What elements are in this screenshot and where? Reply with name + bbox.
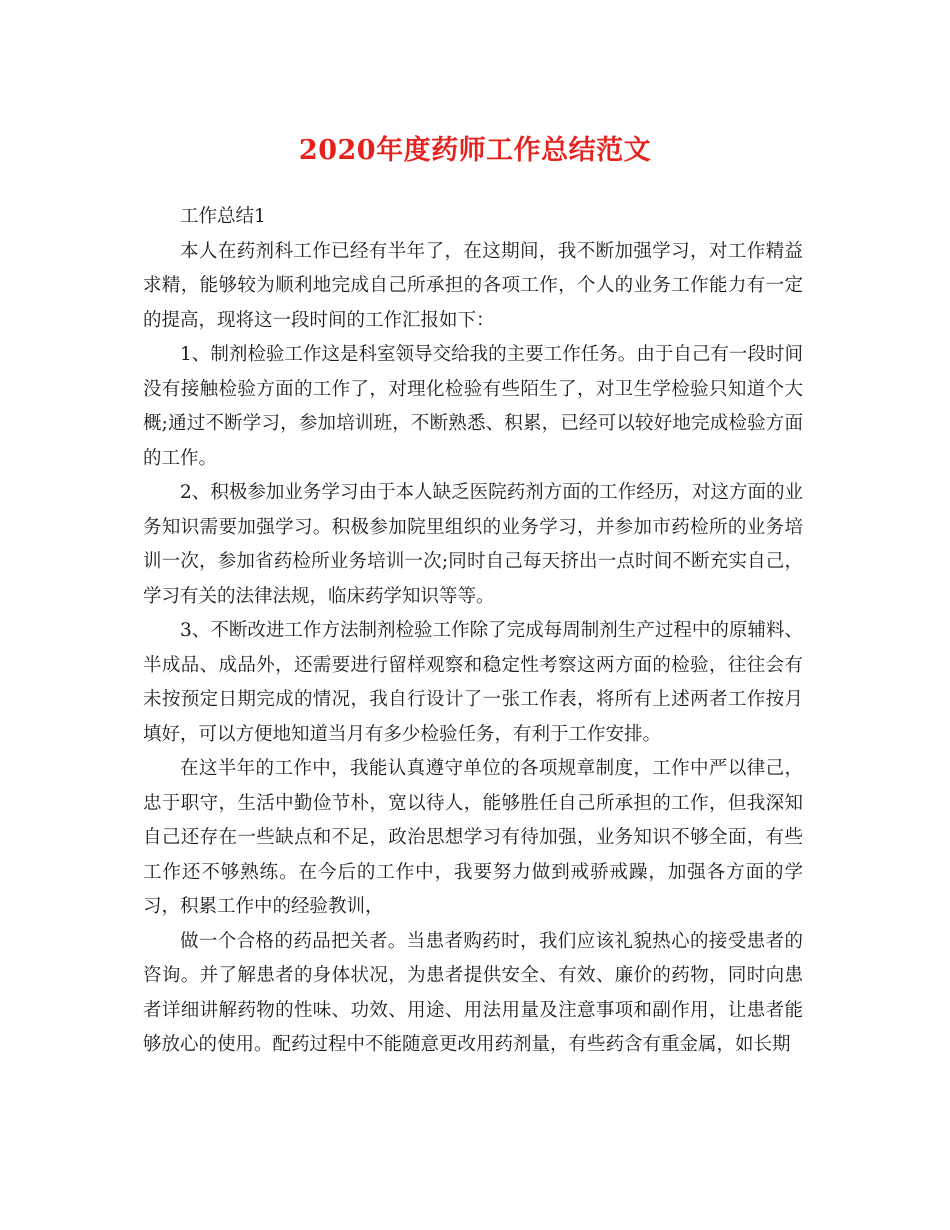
- paragraph-self-assessment: 在这半年的工作中，我能认真遵守单位的各项规章制度，工作中严以律己，忠于职守，生活中勤俭节朴，宽以待人，能够胜任自己所承担的工作，但我深知自己还存在一些缺点和不足，政治思想学习有待加强，业务知识不够全面，有些工作还不够熟练。在今后的工作中，我要努力做到戒骄戒躁，加强各方面的学习，积累工作中的经验教训，: [143, 758, 803, 917]
- document-title: 2020年度药师工作总结范文: [298, 135, 652, 166]
- paragraph-item-1: 1、制剂检验工作这是科室领导交给我的主要工作任务。由于自己有一段时间没有接触检验方面的工作了，对理化检验有些陌生了，对卫生学检验只知道个大概;通过不断学习，参加培训班，不断熟悉、积累，已经可以较好地完成检验方面的工作。: [143, 344, 803, 469]
- document-body: [143, 200, 803, 1063]
- paragraph-section-heading: 工作总结1: [180, 206, 266, 227]
- paragraph-item-2: 2、积极参加业务学习由于本人缺乏医院药剂方面的工作经历，对这方面的业务知识需要加强学习。积极参加院里组织的业务学习，并参加市药检所的业务培训一次，参加省药检所业务培训一次;同时自己每天挤出一点时间不断充实自己，学习有关的法律法规，临床药学知识等等。: [143, 482, 803, 607]
- paragraph-pharmacist-duty: 做一个合格的药品把关者。当患者购药时，我们应该礼貌热心的接受患者的咨询。并了解患者的身体状况，为患者提供安全、有效、廉价的药物，同时向患者详细讲解药物的性味、功效、用途、用法用量及注意事项和副作用，让患者能够放心的使用。配药过程中不能随意更改用药剂量，有些药含有重金属，如长期: [143, 930, 803, 1055]
- paragraph-item-3: 3、不断改进工作方法制剂检验工作除了完成每周制剂生产过程中的原辅料、半成品、成品外，还需要进行留样观察和稳定性考察这两方面的检验，往往会有未按预定日期完成的情况，我自行设计了一张工作表，将所有上述两者工作按月填好，可以方便地知道当月有多少检验任务，有利于工作安排。: [143, 620, 803, 745]
- paragraph-intro: 本人在药剂科工作已经有半年了，在这期间，我不断加强学习，对工作精益求精，能够较为顺利地完成自己所承担的各项工作，个人的业务工作能力有一定的提高，现将这一段时间的工作汇报如下：: [143, 240, 803, 331]
